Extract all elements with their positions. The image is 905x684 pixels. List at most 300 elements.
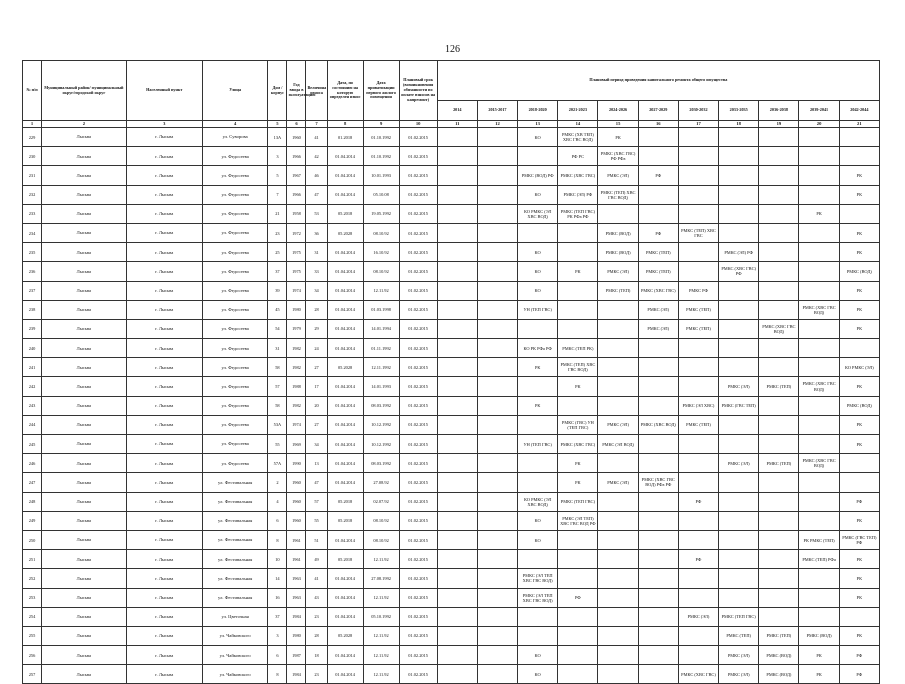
cell-period: РМКС (ЭЛ)	[638, 319, 678, 338]
cell-quantity: 57	[306, 492, 327, 511]
cell-period: РМКС (ТЕП) ХВС ГВС ВОД)	[598, 185, 638, 204]
cell-period: РМКС (ТЕП) РФа	[799, 550, 839, 569]
cell-district: Лысьва	[42, 415, 127, 434]
cell-period	[477, 243, 517, 262]
cell-row-number: 237	[23, 281, 42, 300]
cell-period	[437, 415, 477, 434]
table-row	[23, 665, 880, 684]
cell-period	[719, 223, 759, 242]
cell-period	[759, 243, 799, 262]
cell-period	[799, 281, 839, 300]
cell-street: ул. Федосеева	[202, 243, 268, 262]
cell-quantity: 33	[306, 262, 327, 281]
header-district: Муниципальный район/ муниципальный округ/городской округ	[42, 61, 127, 121]
table-row	[23, 511, 880, 530]
cell-district: Лысьва	[42, 223, 127, 242]
cell-house: 16	[268, 588, 287, 607]
cell-row-number: 254	[23, 607, 42, 626]
cell-period	[759, 223, 799, 242]
cell-period	[598, 646, 638, 665]
cell-period	[759, 166, 799, 185]
cell-period: РМКС (ВОД) РФ	[518, 166, 558, 185]
cell-quantity: 20	[306, 396, 327, 415]
cell-settlement: г. Лысьва	[126, 415, 202, 434]
cell-period	[678, 511, 718, 530]
header-col-number: 12	[477, 121, 517, 128]
header-col-number: 2	[42, 121, 127, 128]
cell-period	[719, 185, 759, 204]
cell-period	[477, 262, 517, 281]
table-row	[23, 243, 880, 262]
cell-street: ул. Фестивальная	[202, 588, 268, 607]
cell-period	[477, 473, 517, 492]
cell-date-first: 08.03.1992	[363, 396, 399, 415]
cell-deadline: 01.02.2015	[399, 319, 437, 338]
header-house: Дом / корпус	[268, 61, 287, 121]
cell-period: РМКС (ЭЛ) РФ	[719, 243, 759, 262]
cell-year: 1982	[287, 358, 306, 377]
cell-period	[638, 607, 678, 626]
cell-period	[799, 435, 839, 454]
cell-district: Лысьва	[42, 358, 127, 377]
cell-year: 1979	[287, 319, 306, 338]
header-col-number: 4	[202, 121, 268, 128]
cell-period	[518, 319, 558, 338]
cell-period	[638, 435, 678, 454]
cell-date-first: 12.11.92	[363, 588, 399, 607]
cell-period	[678, 147, 718, 166]
cell-house: 54	[268, 319, 287, 338]
cell-period	[437, 473, 477, 492]
cell-house: 2	[268, 473, 287, 492]
cell-row-number: 252	[23, 569, 42, 588]
cell-period	[839, 128, 879, 147]
cell-quantity: 36	[306, 223, 327, 242]
header-col-number: 13	[518, 121, 558, 128]
cell-row-number: 232	[23, 185, 42, 204]
table-row	[23, 550, 880, 569]
cell-period: РФ	[638, 223, 678, 242]
table-row	[23, 396, 880, 415]
cell-period: РФ РС	[558, 147, 598, 166]
table-row	[23, 223, 880, 242]
cell-district: Лысьва	[42, 147, 127, 166]
cell-period: КО	[518, 243, 558, 262]
cell-period	[598, 530, 638, 549]
cell-deadline: 01.02.2015	[399, 185, 437, 204]
cell-street: ул. Федосеева	[202, 339, 268, 358]
cell-period	[558, 530, 598, 549]
header-period: 2042-2044	[839, 101, 879, 121]
cell-period	[598, 358, 638, 377]
table-row	[23, 319, 880, 338]
cell-year: 1963	[287, 588, 306, 607]
cell-deadline: 01.02.2015	[399, 435, 437, 454]
cell-period	[759, 435, 799, 454]
cell-period	[719, 550, 759, 569]
cell-period	[638, 530, 678, 549]
cell-period	[678, 377, 718, 396]
cell-district: Лысьва	[42, 550, 127, 569]
cell-row-number: 257	[23, 665, 42, 684]
cell-settlement: г. Лысьва	[126, 665, 202, 684]
cell-settlement: г. Лысьва	[126, 377, 202, 396]
cell-deadline: 01.02.2015	[399, 243, 437, 262]
cell-year: 1972	[287, 223, 306, 242]
cell-year: 1966	[287, 185, 306, 204]
cell-period	[678, 262, 718, 281]
cell-street: ул. Фестивальная	[202, 550, 268, 569]
cell-settlement: г. Лысьва	[126, 435, 202, 454]
table-row	[23, 646, 880, 665]
cell-period: РМКС (ЭЛ ТЕП ХВС ГВС ВОД)	[518, 588, 558, 607]
cell-district: Лысьва	[42, 569, 127, 588]
cell-date-first: 08.03.1992	[363, 454, 399, 473]
table-row	[23, 415, 880, 434]
cell-period	[477, 223, 517, 242]
cell-date-state: 05.2028	[327, 223, 363, 242]
cell-quantity: 24	[306, 339, 327, 358]
cell-quantity: 34	[306, 281, 327, 300]
cell-date-first: 27.08.92	[363, 473, 399, 492]
cell-row-number: 230	[23, 147, 42, 166]
cell-period	[638, 147, 678, 166]
cell-row-number: 233	[23, 204, 42, 223]
cell-date-state: 05.2028	[327, 626, 363, 645]
cell-period	[437, 319, 477, 338]
cell-deadline: 01.02.2015	[399, 223, 437, 242]
cell-period	[799, 223, 839, 242]
cell-period	[678, 473, 718, 492]
cell-period	[437, 665, 477, 684]
cell-deadline: 01.02.2015	[399, 607, 437, 626]
cell-period	[437, 626, 477, 645]
cell-house: 57	[268, 377, 287, 396]
cell-district: Лысьва	[42, 166, 127, 185]
cell-period: РМКС РФ	[678, 281, 718, 300]
cell-house: 10	[268, 550, 287, 569]
cell-deadline: 01.02.2015	[399, 588, 437, 607]
cell-period	[719, 300, 759, 319]
cell-settlement: г. Лысьва	[126, 492, 202, 511]
cell-period: РФ	[678, 492, 718, 511]
cell-settlement: г. Лысьва	[126, 511, 202, 530]
cell-date-state: 05.2028	[327, 358, 363, 377]
cell-period	[799, 185, 839, 204]
header-period: 2036-2038	[759, 101, 799, 121]
cell-period: РМКС (ТЕП) ХВС ГВС ВОД)	[558, 358, 598, 377]
cell-row-number: 239	[23, 319, 42, 338]
cell-period: РМКС (ХВС ГВС)	[558, 166, 598, 185]
cell-period: УН (ТЕП ГВС)	[518, 435, 558, 454]
cell-date-first: 19.05.1992	[363, 204, 399, 223]
cell-district: Лысьва	[42, 511, 127, 530]
cell-period	[518, 607, 558, 626]
cell-street: ул. Федосеева	[202, 281, 268, 300]
cell-period	[598, 550, 638, 569]
cell-period: РМКС (ХВС ГВС) РФ	[719, 262, 759, 281]
cell-period: РК	[839, 550, 879, 569]
header-col-number: 16	[638, 121, 678, 128]
header-date-state: Дата, по состоянию на которую определен износ	[327, 61, 363, 121]
cell-period	[477, 646, 517, 665]
cell-district: Лысьва	[42, 607, 127, 626]
header-period: 2014	[437, 101, 477, 121]
cell-deadline: 01.02.2015	[399, 569, 437, 588]
cell-year: 1961	[287, 550, 306, 569]
cell-date-first: 08.10.92	[363, 223, 399, 242]
cell-quantity: 47	[306, 473, 327, 492]
cell-period: КО РМКС (ЭЛ ХВС ВОД)	[518, 492, 558, 511]
cell-period: РМКС (ХВС ГВС)	[558, 435, 598, 454]
table-row	[23, 300, 880, 319]
cell-period	[799, 262, 839, 281]
cell-period	[759, 415, 799, 434]
header-period: 2024-2026	[598, 101, 638, 121]
cell-period	[477, 377, 517, 396]
header-row-num: № п/п	[23, 61, 42, 121]
cell-period	[638, 358, 678, 377]
cell-deadline: 01.02.2015	[399, 147, 437, 166]
cell-period: РК	[598, 128, 638, 147]
cell-quantity: 31	[306, 243, 327, 262]
cell-period	[437, 300, 477, 319]
cell-period: РМКС (ЭЛ)	[598, 415, 638, 434]
cell-period	[799, 415, 839, 434]
cell-row-number: 247	[23, 473, 42, 492]
cell-street: ул. Федосеева	[202, 166, 268, 185]
header-period: 2030-2032	[678, 101, 718, 121]
cell-house: 3	[268, 147, 287, 166]
cell-date-first: 01.10.1992	[363, 128, 399, 147]
cell-period: РК	[839, 626, 879, 645]
cell-period	[437, 358, 477, 377]
cell-date-first: 01.10.1992	[363, 147, 399, 166]
cell-row-number: 249	[23, 511, 42, 530]
cell-house: 45	[268, 300, 287, 319]
cell-year: 1963	[287, 569, 306, 588]
cell-period	[678, 204, 718, 223]
cell-date-first: 05.10.08	[363, 185, 399, 204]
cell-street: ул. Чайковского	[202, 626, 268, 645]
cell-date-state: 01.04.2014	[327, 665, 363, 684]
cell-period: РМКС (ХВ ТЕП) ХВС ГВС ВОД)	[558, 128, 598, 147]
cell-house: 3	[268, 626, 287, 645]
cell-date-first: 05.10.1992	[363, 607, 399, 626]
cell-date-state: 01.04.2014	[327, 339, 363, 358]
cell-district: Лысьва	[42, 396, 127, 415]
table-row	[23, 626, 880, 645]
cell-period	[719, 473, 759, 492]
cell-period: КО	[518, 128, 558, 147]
cell-period	[719, 281, 759, 300]
cell-period	[839, 454, 879, 473]
cell-period	[719, 147, 759, 166]
cell-period	[558, 569, 598, 588]
cell-period	[719, 530, 759, 549]
cell-period	[638, 128, 678, 147]
cell-period	[518, 473, 558, 492]
cell-period	[719, 435, 759, 454]
header-period: 2027-2029	[638, 101, 678, 121]
cell-period: РМКС (ХВС ГВС)	[678, 665, 718, 684]
cell-house: 13А	[268, 128, 287, 147]
cell-period	[598, 588, 638, 607]
cell-period	[759, 185, 799, 204]
cell-date-state: 01.04.2014	[327, 166, 363, 185]
cell-street: ул. Фестивальная	[202, 530, 268, 549]
cell-period	[678, 530, 718, 549]
cell-period	[759, 530, 799, 549]
cell-period	[719, 569, 759, 588]
header-col-number: 18	[719, 121, 759, 128]
cell-period	[558, 243, 598, 262]
cell-district: Лысьва	[42, 262, 127, 281]
cell-street: ул. Федосеева	[202, 377, 268, 396]
cell-period	[759, 358, 799, 377]
header-col-number: 14	[558, 121, 598, 128]
cell-period: РМКС (ХВС ГВС ВОД)	[799, 300, 839, 319]
cell-street: ул. Суворова	[202, 128, 268, 147]
cell-year: 1990	[287, 454, 306, 473]
cell-house: 4	[268, 492, 287, 511]
cell-period: РМКС (ХВС ГВС ВОД)	[799, 377, 839, 396]
cell-date-state: 05.2018	[327, 204, 363, 223]
cell-date-state: 01.04.2014	[327, 319, 363, 338]
cell-period	[477, 396, 517, 415]
cell-district: Лысьва	[42, 626, 127, 645]
cell-date-state: 01.04.2014	[327, 377, 363, 396]
cell-period: РМКС (ТЕП)	[678, 319, 718, 338]
cell-period	[477, 588, 517, 607]
cell-quantity: 28	[306, 300, 327, 319]
cell-period: РМКС (ТЕП)	[678, 415, 718, 434]
cell-deadline: 01.02.2015	[399, 511, 437, 530]
cell-period: РФ	[839, 665, 879, 684]
table-row	[23, 185, 880, 204]
header-col-number: 19	[759, 121, 799, 128]
cell-period: РК	[558, 454, 598, 473]
cell-period	[598, 300, 638, 319]
header-col-number: 6	[287, 121, 306, 128]
cell-period	[678, 435, 718, 454]
cell-period	[437, 204, 477, 223]
cell-period	[477, 166, 517, 185]
cell-quantity: 55	[306, 511, 327, 530]
cell-period: РМКС (ТЕП)	[719, 626, 759, 645]
cell-period	[678, 454, 718, 473]
cell-period: РМКС (ЭЛ)	[719, 646, 759, 665]
cell-period	[839, 607, 879, 626]
cell-date-first: 14.01.1993	[363, 377, 399, 396]
cell-period: РК	[839, 435, 879, 454]
cell-period: РМКС (ТЕП)	[638, 262, 678, 281]
table-row	[23, 128, 880, 147]
cell-period	[437, 435, 477, 454]
cell-period: КО	[518, 281, 558, 300]
cell-period: КО	[518, 262, 558, 281]
cell-period	[638, 339, 678, 358]
cell-settlement: г. Лысьва	[126, 319, 202, 338]
cell-period: РМКС (ТЕП)	[759, 377, 799, 396]
header-period: 2015-2017	[477, 101, 517, 121]
cell-period	[437, 128, 477, 147]
cell-period: РФ	[558, 588, 598, 607]
cell-period	[558, 607, 598, 626]
cell-period: РМКС (ТЕП)	[598, 281, 638, 300]
cell-period	[437, 396, 477, 415]
cell-date-first: 12.11.92	[363, 646, 399, 665]
cell-period: КО РК РФа РФ	[518, 339, 558, 358]
cell-period	[477, 626, 517, 645]
cell-period: РК	[839, 319, 879, 338]
cell-period	[719, 511, 759, 530]
cell-district: Лысьва	[42, 128, 127, 147]
cell-row-number: 238	[23, 300, 42, 319]
cell-period	[799, 147, 839, 166]
cell-date-state: 05.2018	[327, 492, 363, 511]
cell-period: РМКС (ЭЛ ТЕП ХВС ГВС ВОД)	[518, 569, 558, 588]
cell-period	[678, 626, 718, 645]
cell-settlement: г. Лысьва	[126, 550, 202, 569]
cell-period: РМКС (ЭЛ) РФ	[558, 185, 598, 204]
cell-period	[678, 569, 718, 588]
cell-period	[437, 492, 477, 511]
cell-period: РК	[839, 185, 879, 204]
cell-period	[477, 492, 517, 511]
cell-quantity: 41	[306, 128, 327, 147]
cell-year: 1960	[287, 473, 306, 492]
cell-period: РК	[839, 223, 879, 242]
cell-period	[598, 339, 638, 358]
cell-period	[558, 626, 598, 645]
cell-row-number: 229	[23, 128, 42, 147]
cell-settlement: г. Лысьва	[126, 454, 202, 473]
cell-date-first: 08.10.92	[363, 530, 399, 549]
cell-street: ул. Федосеева	[202, 454, 268, 473]
cell-house: 8	[268, 530, 287, 549]
cell-district: Лысьва	[42, 435, 127, 454]
cell-street: ул. Чайковского	[202, 646, 268, 665]
cell-quantity: 49	[306, 550, 327, 569]
header-col-number: 3	[126, 121, 202, 128]
cell-house: 58	[268, 358, 287, 377]
cell-year: 1960	[287, 492, 306, 511]
cell-district: Лысьва	[42, 454, 127, 473]
cell-year: 1960	[287, 128, 306, 147]
header-year: Год ввода в эксплуатацию	[287, 61, 306, 121]
cell-date-first: 12.11.92	[363, 281, 399, 300]
header-period: 2033-2035	[719, 101, 759, 121]
cell-date-state: 01.04.2014	[327, 300, 363, 319]
cell-period	[598, 319, 638, 338]
cell-date-state: 05.2018	[327, 511, 363, 530]
header-col-number: 17	[678, 121, 718, 128]
cell-period: РК	[558, 377, 598, 396]
header-period: 2039-2041	[799, 101, 839, 121]
cell-date-state: 01.04.2014	[327, 262, 363, 281]
cell-row-number: 244	[23, 415, 42, 434]
cell-deadline: 01.02.2015	[399, 204, 437, 223]
cell-date-state: 01.04.2014	[327, 435, 363, 454]
cell-period	[799, 473, 839, 492]
cell-period	[477, 569, 517, 588]
cell-year: 1984	[287, 665, 306, 684]
cell-quantity: 53	[306, 204, 327, 223]
cell-period	[437, 530, 477, 549]
cell-district: Лысьва	[42, 281, 127, 300]
cell-deadline: 01.02.2015	[399, 358, 437, 377]
